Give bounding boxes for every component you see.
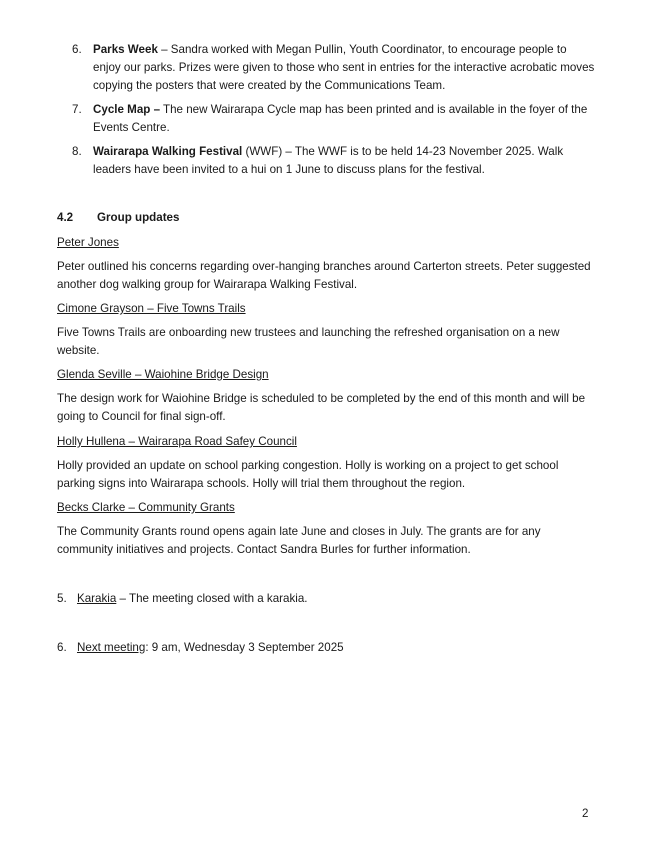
section-title: Group updates — [97, 211, 180, 224]
page-number: 2 — [582, 807, 589, 820]
karakia-line — [77, 590, 308, 608]
update-heading-waiohine-bridge: Glenda Seville – Waiohine Bridge Design — [57, 368, 269, 381]
update-body-community-grants: The Community Grants round opens again late June and closes in July. The grants are for any community initiatives and projects. Contact Sandra Burles for further information. — [57, 525, 541, 556]
update-heading-community-grants: Becks Clarke – Community Grants — [57, 501, 235, 514]
list-item-text — [93, 101, 597, 137]
update-body-road-safety: Holly provided an update on school parking congestion. Holly is working on a project to get school parking signs into Wairarapa schools. Holly will trial them throughout the region. — [57, 459, 559, 490]
next-meeting-item — [57, 639, 344, 657]
next-meeting-number: 6. — [57, 641, 67, 654]
item-title: Cycle Map – — [93, 103, 161, 116]
item-title: Parks Week — [93, 43, 158, 56]
update-heading-road-safety: Holly Hullena – Wairarapa Road Safey Council — [57, 435, 297, 448]
karakia-text: – The meeting closed with a karakia. — [116, 592, 308, 605]
karakia-item — [57, 590, 308, 608]
item-body: (WWF) – The WWF is to be held 14-23 November 2025. Walk leaders have been invited to a hui on 1 June to discuss plans for the festival. — [93, 145, 564, 176]
list-number: 8. — [72, 145, 82, 158]
next-meeting-text: : 9 am, Wednesday 3 September 2025 — [145, 641, 344, 654]
karakia-number: 5. — [57, 592, 67, 605]
next-meeting-line — [77, 639, 344, 657]
item-body: The new Wairarapa Cycle map has been printed and is available in the foyer of the Events Centre. — [93, 103, 588, 134]
karakia-label: Karakia — [77, 592, 117, 605]
update-body-five-towns-trails: Five Towns Trails are onboarding new trustees and launching the refreshed organisation on a new website. — [57, 326, 560, 357]
list-item-text — [93, 41, 597, 95]
list-number: 6. — [72, 43, 82, 56]
list-number: 7. — [72, 103, 82, 116]
section-number: 4.2 — [57, 211, 74, 224]
update-body-peter-jones: Peter outlined his concerns regarding over-hanging branches around Carterton streets. Peter suggested another dog walking group for Wairarapa Walking Festival. — [57, 260, 591, 291]
section-heading — [57, 209, 180, 227]
item-title: Wairarapa Walking Festival — [93, 145, 243, 158]
next-meeting-label: Next meeting — [77, 641, 146, 654]
update-heading-peter-jones: Peter Jones — [57, 236, 119, 249]
list-item-text — [93, 143, 597, 179]
item-body: – Sandra worked with Megan Pullin, Youth Coordinator, to encourage people to enjoy our parks. Prizes were given to those who sent in entries for the interactive acrobatic moves copying the posters that were created by the Communications Team. — [93, 43, 595, 92]
update-heading-five-towns-trails: Cimone Grayson – Five Towns Trails — [57, 302, 246, 315]
update-body-waiohine-bridge: The design work for Waiohine Bridge is scheduled to be completed by the end of this month and will be going to Council for final sign-off. — [57, 392, 586, 423]
